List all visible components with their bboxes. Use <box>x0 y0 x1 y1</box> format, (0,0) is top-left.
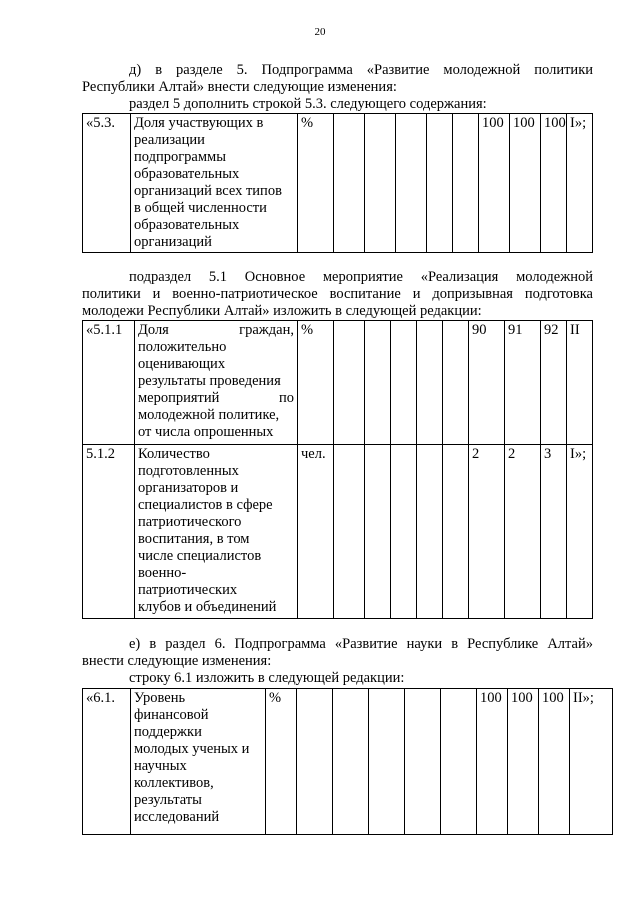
name-line: подготовленных <box>138 463 239 479</box>
value-cell: 90 <box>469 321 505 445</box>
empty-cell <box>417 445 443 619</box>
name-line: Уровень <box>134 690 186 706</box>
unit-cell: % <box>266 689 297 835</box>
empty-cell <box>405 689 441 835</box>
unit-cell: чел. <box>298 445 334 619</box>
section-d-line-2: Республики Алтай» внести следующие изменения: <box>82 79 397 95</box>
name-line: числе специалистов <box>138 548 262 564</box>
subsection-5-1-paragraph <box>82 269 593 320</box>
name-line: молодежной политике, <box>138 407 280 423</box>
name-line: реализации <box>134 132 205 148</box>
section-d-line-3: раздел 5 дополнить строкой 5.3. следующего содержания: <box>129 96 487 112</box>
empty-cell <box>297 689 333 835</box>
empty-cell <box>365 445 391 619</box>
value-cell: 92 <box>541 321 567 445</box>
empty-cell <box>441 689 477 835</box>
name-line: результаты проведения <box>138 373 281 389</box>
name-line: финансовой <box>134 707 209 723</box>
page-number: 20 <box>314 26 326 38</box>
section-e-line-1: е) в раздел 6. Подпрограмма «Развитие науки в Республике Алтай» <box>129 636 593 652</box>
name-line: клубов и объединений <box>138 599 277 615</box>
empty-cell <box>334 114 365 253</box>
empty-cell <box>334 445 365 619</box>
name-line: Доля граждан, <box>138 322 294 338</box>
value-cell: 100 <box>477 689 508 835</box>
section-e-line-3: строку 6.1 изложить в следующей редакции: <box>129 670 405 686</box>
value-cell: 100 <box>510 114 541 253</box>
row-number: «5.3. <box>83 114 131 253</box>
empty-cell <box>391 321 417 445</box>
name-line: поддержки <box>134 724 202 740</box>
name-line: образовательных <box>134 166 240 182</box>
value-cell: 2 <box>505 445 541 619</box>
name-line: коллективов, <box>134 775 214 791</box>
name-line: воспитания, в том <box>138 531 250 547</box>
table-subsection-5-1 <box>82 320 593 619</box>
indicator-name <box>135 445 298 619</box>
empty-cell <box>333 689 369 835</box>
table-row <box>83 114 593 253</box>
table-row <box>83 689 613 835</box>
row-number: «6.1. <box>83 689 131 835</box>
empty-cell <box>443 445 469 619</box>
name-line: организаций <box>134 234 212 250</box>
section-e-paragraph <box>82 636 593 687</box>
indicator-name <box>131 689 266 835</box>
empty-cell <box>443 321 469 445</box>
name-line: патриотического <box>138 514 242 530</box>
name-line: оценивающих <box>138 356 226 372</box>
value-cell: 2 <box>469 445 505 619</box>
name-line: организаций всех типов <box>134 183 282 199</box>
name-line: Количество <box>138 446 210 462</box>
indicator-name <box>131 114 298 253</box>
table-row <box>83 321 593 445</box>
priority-cell: II <box>567 321 593 445</box>
subsection-5-1-line-2: политики и военно-патриотическое воспитание и допризывная подготовка <box>82 286 593 302</box>
unit-cell: % <box>298 321 334 445</box>
name-line: результаты <box>134 792 202 808</box>
name-line: от числа опрошенных <box>138 424 274 440</box>
table-row <box>83 445 593 619</box>
name-line: научных <box>134 758 187 774</box>
name-line: военно- <box>138 565 187 581</box>
unit-cell: % <box>298 114 334 253</box>
name-line: специалистов в сфере <box>138 497 273 513</box>
subsection-5-1-line-3: молодежи Республики Алтай» изложить в следующей редакции: <box>82 303 482 319</box>
name-line: мероприятий по <box>138 390 294 406</box>
section-d-paragraph <box>82 62 593 113</box>
empty-cell <box>396 114 427 253</box>
name-line: в общей численности <box>134 200 267 216</box>
name-line: подпрограммы <box>134 149 226 165</box>
empty-cell <box>334 321 365 445</box>
value-cell: 100 <box>539 689 570 835</box>
value-cell: 100 <box>541 114 567 253</box>
priority-cell: I»; <box>567 445 593 619</box>
empty-cell <box>365 114 396 253</box>
name-line: молодых ученых и <box>134 741 250 757</box>
empty-cell <box>417 321 443 445</box>
priority-cell: I»; <box>567 114 593 253</box>
row-number: «5.1.1 <box>83 321 135 445</box>
value-cell: 91 <box>505 321 541 445</box>
name-line: организаторов и <box>138 480 239 496</box>
empty-cell <box>365 321 391 445</box>
row-number: 5.1.2 <box>83 445 135 619</box>
table-section-6-1 <box>82 688 613 835</box>
section-e-line-2: внести следующие изменения: <box>82 653 272 669</box>
priority-cell: II»; <box>570 689 613 835</box>
value-cell: 100 <box>479 114 510 253</box>
name-line: Доля участвующих в <box>134 115 264 131</box>
table-section-5-3 <box>82 113 593 253</box>
subsection-5-1-line-1: подраздел 5.1 Основное мероприятие «Реализация молодежной <box>129 269 593 285</box>
empty-cell <box>391 445 417 619</box>
empty-cell <box>369 689 405 835</box>
value-cell: 100 <box>508 689 539 835</box>
section-d-line-1: д) в разделе 5. Подпрограмма «Развитие молодежной политики <box>129 62 593 78</box>
indicator-name <box>135 321 298 445</box>
name-line: положительно <box>138 339 227 355</box>
name-line: исследований <box>134 809 220 825</box>
empty-cell <box>427 114 453 253</box>
empty-cell <box>453 114 479 253</box>
name-line: образовательных <box>134 217 240 233</box>
value-cell: 3 <box>541 445 567 619</box>
name-line: патриотических <box>138 582 238 598</box>
